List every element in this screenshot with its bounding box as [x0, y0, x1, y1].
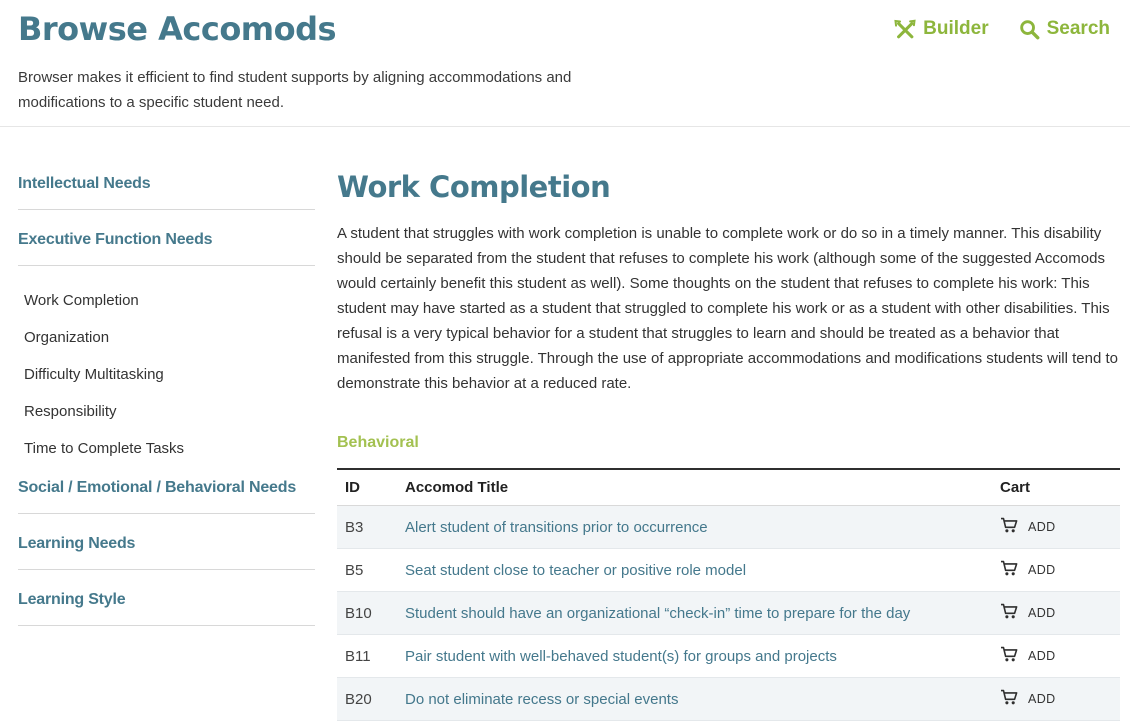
- topic-title: Work Completion: [337, 170, 611, 204]
- table-row: [337, 549, 1120, 592]
- sidebar-subitem-time-to-complete-tasks[interactable]: Time to Complete Tasks: [24, 440, 185, 457]
- accomod-id: B3: [337, 506, 397, 549]
- accomods-table: [337, 468, 1120, 721]
- page-title: Browse Accomods: [18, 10, 337, 48]
- tools-icon: [894, 19, 916, 40]
- add-to-cart-button[interactable]: [1000, 603, 1056, 622]
- accomod-title-link[interactable]: Alert student of transitions prior to occurrence: [405, 518, 708, 536]
- page-header: [0, 0, 1130, 115]
- search-link[interactable]: [1019, 18, 1110, 40]
- sidebar-section-executive: [18, 231, 315, 457]
- cart-icon: [1000, 646, 1019, 665]
- add-label: ADD: [1028, 562, 1056, 577]
- search-label: Search: [1046, 18, 1110, 39]
- sidebar-section-learning-style: [18, 591, 315, 626]
- accomod-title-link[interactable]: Do not eliminate recess or special events: [405, 690, 679, 708]
- page-subtitle: Browser makes it efficient to find student supports by aligning accommodations and modifications to a specific student need.: [18, 69, 572, 111]
- sidebar-item-social-emotional-behavioral-needs[interactable]: Social / Emotional / Behavioral Needs: [18, 479, 315, 514]
- sidebar-item-executive-function-needs[interactable]: Executive Function Needs: [18, 231, 315, 266]
- table-row: [337, 506, 1120, 549]
- column-header-id: ID: [337, 469, 397, 506]
- topic-description: A student that struggles with work completion is unable to complete work or do so in a timely manner. This disability should be separated from the student that refuses to complete his work (although some of the suggested Accomods would certainly benefit this student as well). Some thoughts on the student that refuses to complete his work: This student may have started as a student that struggled to complete his work or as a student with other disabilities. This refusal is a very typical behavior for a student that struggles to learn and should be treated as a behavior that manifested from this struggle. Through the use of appropriate accommodations and modifications students will tend to demonstrate this behavior at a reduced rate.: [337, 225, 1118, 392]
- add-label: ADD: [1028, 519, 1056, 534]
- sidebar-subitem-difficulty-multitasking[interactable]: Difficulty Multitasking: [24, 366, 164, 383]
- accomod-id: B10: [337, 592, 397, 635]
- search-icon: [1019, 19, 1040, 40]
- column-header-cart: Cart: [992, 469, 1120, 506]
- section-heading-behavioral: Behavioral: [337, 434, 419, 451]
- cart-icon: [1000, 517, 1019, 536]
- table-row: [337, 678, 1120, 721]
- add-label: ADD: [1028, 605, 1056, 620]
- add-label: ADD: [1028, 691, 1056, 706]
- column-header-title: Accomod Title: [397, 469, 992, 506]
- accomod-id: B20: [337, 678, 397, 721]
- sidebar-section-social: [18, 479, 315, 514]
- table-header-row: [337, 469, 1120, 506]
- table-row: [337, 635, 1120, 678]
- main-content: [315, 127, 1130, 721]
- table-row: [337, 592, 1120, 635]
- add-to-cart-button[interactable]: [1000, 560, 1056, 579]
- accomod-title-link[interactable]: Pair student with well-behaved student(s) for groups and projects: [405, 647, 837, 665]
- cart-icon: [1000, 689, 1019, 708]
- cart-icon: [1000, 603, 1019, 622]
- sidebar-subitem-work-completion[interactable]: Work Completion: [24, 292, 139, 309]
- sidebar-section-intellectual: [18, 175, 315, 210]
- sidebar-item-learning-needs[interactable]: Learning Needs: [18, 535, 315, 570]
- category-sidebar: [18, 127, 315, 626]
- executive-subitems: [18, 292, 315, 457]
- add-to-cart-button[interactable]: [1000, 646, 1056, 665]
- top-nav: [894, 10, 1112, 40]
- add-to-cart-button[interactable]: [1000, 517, 1056, 536]
- sidebar-item-intellectual-needs[interactable]: Intellectual Needs: [18, 175, 315, 210]
- add-label: ADD: [1028, 648, 1056, 663]
- sidebar-subitem-responsibility[interactable]: Responsibility: [24, 403, 117, 420]
- sidebar-section-learning-needs: [18, 535, 315, 570]
- accomod-id: B5: [337, 549, 397, 592]
- accomod-id: B11: [337, 635, 397, 678]
- accomod-title-link[interactable]: Student should have an organizational “check-in” time to prepare for the day: [405, 604, 911, 622]
- sidebar-subitem-organization[interactable]: Organization: [24, 329, 110, 346]
- builder-link[interactable]: [894, 18, 988, 40]
- accomod-title-link[interactable]: Seat student close to teacher or positive role model: [405, 561, 747, 579]
- sidebar-item-learning-style[interactable]: Learning Style: [18, 591, 315, 626]
- cart-icon: [1000, 560, 1019, 579]
- add-to-cart-button[interactable]: [1000, 689, 1056, 708]
- builder-label: Builder: [923, 18, 989, 39]
